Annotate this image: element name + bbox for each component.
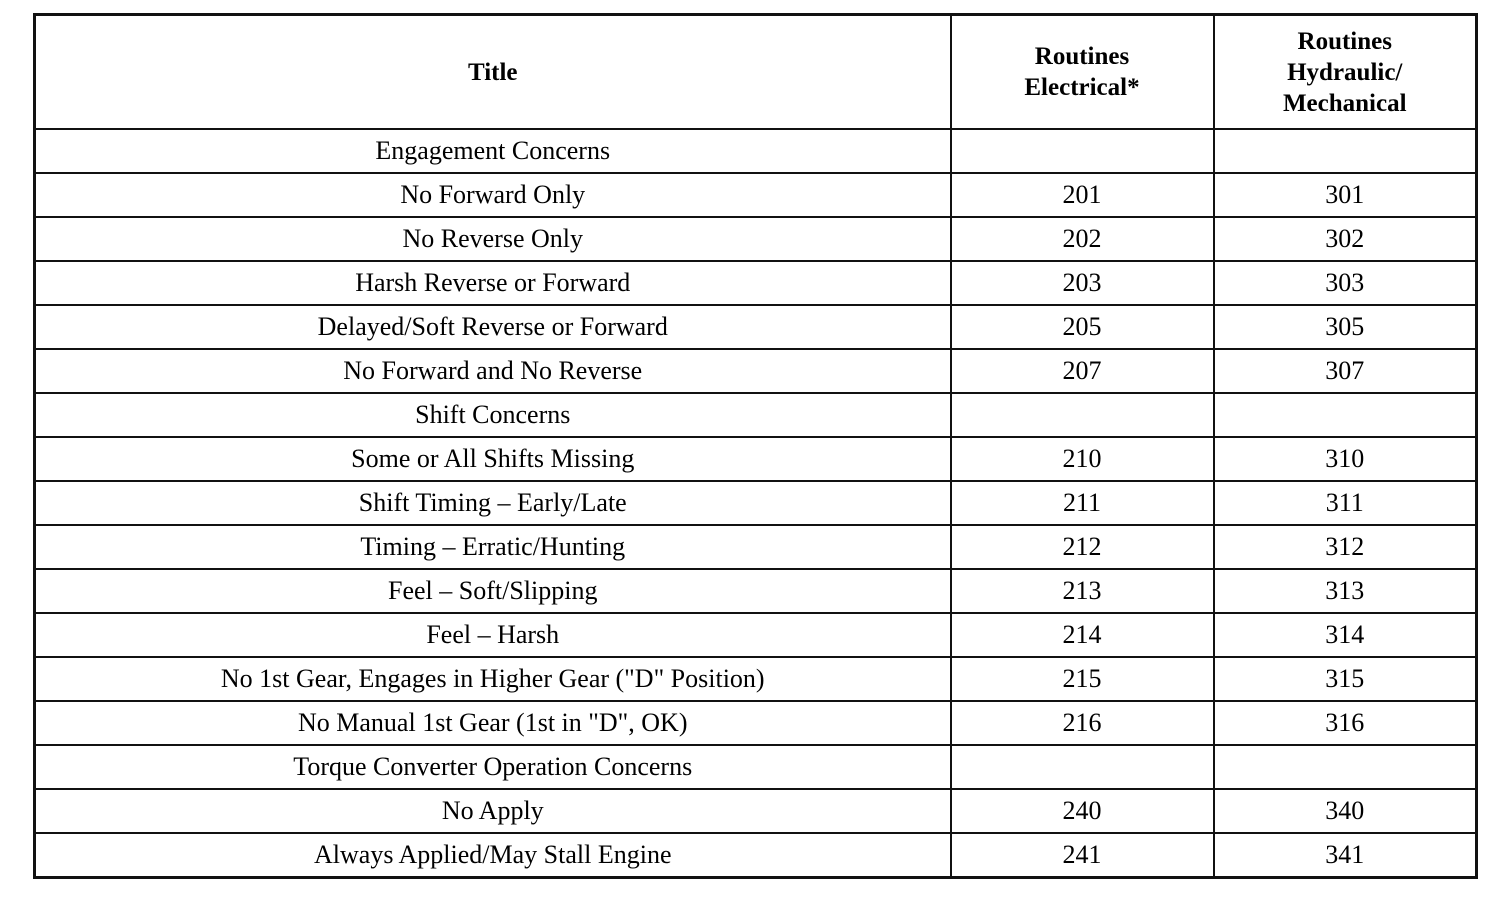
row-electrical: 212 <box>951 525 1214 569</box>
row-title: Torque Converter Operation Concerns <box>35 745 951 789</box>
row-hydraulic: 301 <box>1214 173 1477 217</box>
row-hydraulic: 312 <box>1214 525 1477 569</box>
table-row <box>35 657 1477 701</box>
row-electrical <box>951 745 1214 789</box>
header-hydraulic-line-2: Hydraulic/ <box>1287 58 1403 86</box>
header-row <box>35 15 1477 130</box>
row-title: No Apply <box>35 789 951 833</box>
row-hydraulic: 314 <box>1214 613 1477 657</box>
row-hydraulic: 305 <box>1214 305 1477 349</box>
row-hydraulic <box>1214 129 1477 173</box>
row-title: Some or All Shifts Missing <box>35 437 951 481</box>
row-hydraulic: 316 <box>1214 701 1477 745</box>
row-hydraulic: 310 <box>1214 437 1477 481</box>
row-electrical: 213 <box>951 569 1214 613</box>
row-hydraulic: 340 <box>1214 789 1477 833</box>
table-row <box>35 437 1477 481</box>
row-electrical <box>951 129 1214 173</box>
row-electrical: 216 <box>951 701 1214 745</box>
header-routines-electrical <box>951 15 1214 130</box>
row-title: Shift Concerns <box>35 393 951 437</box>
row-hydraulic: 307 <box>1214 349 1477 393</box>
row-hydraulic: 315 <box>1214 657 1477 701</box>
table-row <box>35 173 1477 217</box>
row-title: No Reverse Only <box>35 217 951 261</box>
row-electrical: 241 <box>951 833 1214 878</box>
row-electrical: 240 <box>951 789 1214 833</box>
row-electrical: 207 <box>951 349 1214 393</box>
row-title: No Forward Only <box>35 173 951 217</box>
table-row <box>35 349 1477 393</box>
row-title: No Manual 1st Gear (1st in "D", OK) <box>35 701 951 745</box>
row-hydraulic: 303 <box>1214 261 1477 305</box>
row-electrical: 203 <box>951 261 1214 305</box>
row-title: Feel – Harsh <box>35 613 951 657</box>
row-electrical: 210 <box>951 437 1214 481</box>
row-electrical: 211 <box>951 481 1214 525</box>
table-row <box>35 129 1477 173</box>
row-hydraulic <box>1214 393 1477 437</box>
row-title: Timing – Erratic/Hunting <box>35 525 951 569</box>
row-hydraulic: 311 <box>1214 481 1477 525</box>
table-row <box>35 481 1477 525</box>
routines-table <box>33 13 1478 879</box>
row-title: Harsh Reverse or Forward <box>35 261 951 305</box>
header-title <box>35 15 951 130</box>
header-title-text: Title <box>467 58 518 86</box>
table-row <box>35 261 1477 305</box>
row-title: No Forward and No Reverse <box>35 349 951 393</box>
header-hydraulic-line-3: Mechanical <box>1282 89 1407 117</box>
row-electrical: 205 <box>951 305 1214 349</box>
row-hydraulic: 313 <box>1214 569 1477 613</box>
table-row <box>35 745 1477 789</box>
table-row <box>35 217 1477 261</box>
table-row <box>35 525 1477 569</box>
header-hydraulic-line-1: Routines <box>1297 27 1392 55</box>
table-row <box>35 305 1477 349</box>
row-title: Delayed/Soft Reverse or Forward <box>35 305 951 349</box>
row-hydraulic: 341 <box>1214 833 1477 878</box>
table-row <box>35 613 1477 657</box>
table-row <box>35 701 1477 745</box>
table-row <box>35 789 1477 833</box>
row-title: Always Applied/May Stall Engine <box>35 833 951 878</box>
row-electrical: 202 <box>951 217 1214 261</box>
header-routines-hydraulic-mechanical <box>1214 15 1477 130</box>
table-row <box>35 833 1477 878</box>
table-row <box>35 393 1477 437</box>
row-hydraulic: 302 <box>1214 217 1477 261</box>
header-electrical-line-2: Electrical* <box>1024 74 1140 101</box>
row-title: No 1st Gear, Engages in Higher Gear ("D" Position) <box>35 657 951 701</box>
table-row <box>35 569 1477 613</box>
header-electrical-line-1: Routines <box>1034 43 1130 70</box>
row-hydraulic <box>1214 745 1477 789</box>
row-title: Engagement Concerns <box>35 129 951 173</box>
row-title: Feel – Soft/Slipping <box>35 569 951 613</box>
row-electrical: 214 <box>951 613 1214 657</box>
row-title: Shift Timing – Early/Late <box>35 481 951 525</box>
row-electrical: 215 <box>951 657 1214 701</box>
row-electrical <box>951 393 1214 437</box>
row-electrical: 201 <box>951 173 1214 217</box>
